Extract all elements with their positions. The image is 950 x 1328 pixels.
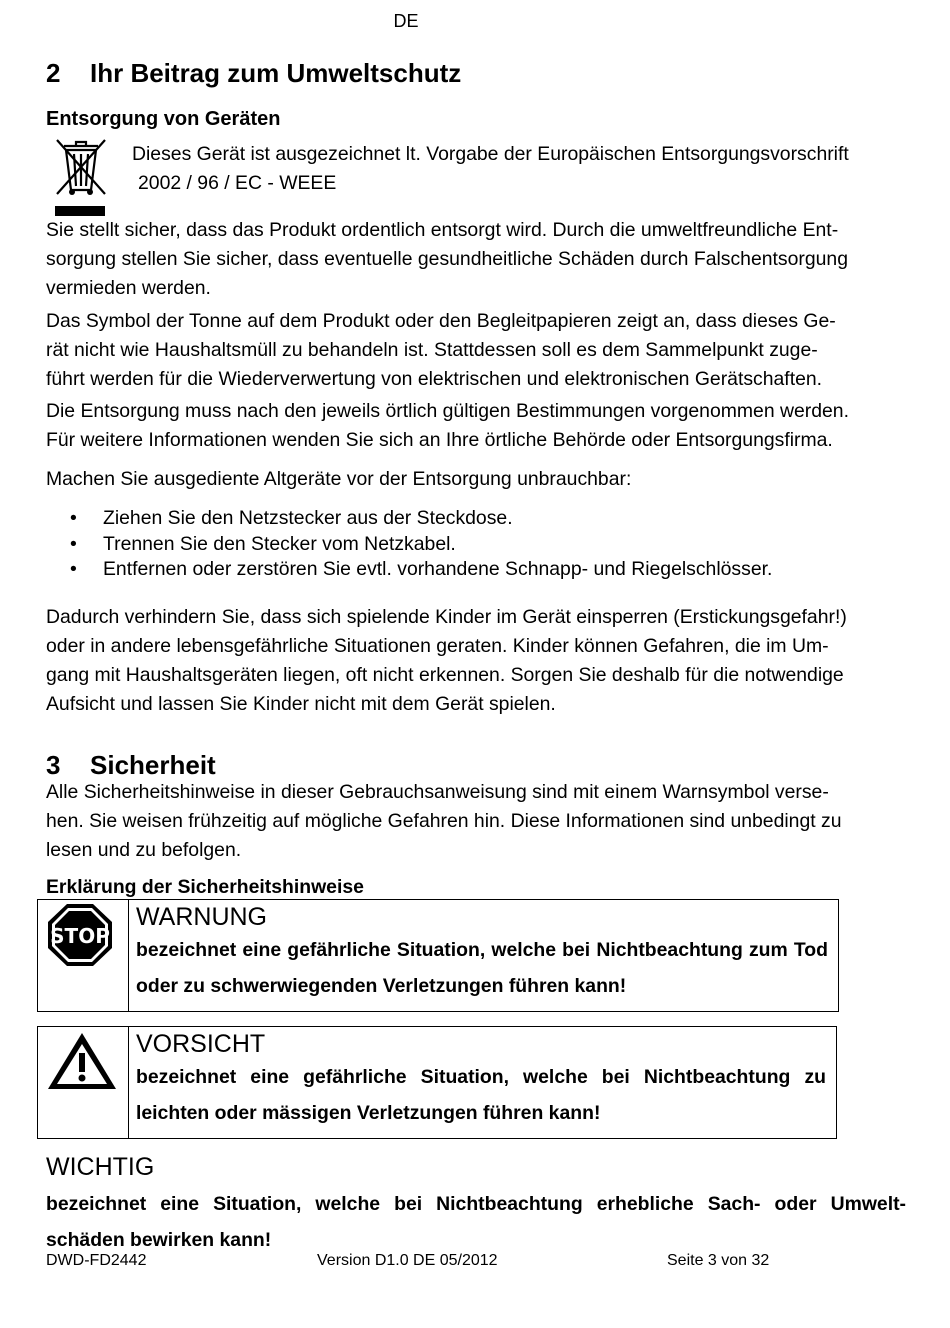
text-line: Aufsicht und lassen Sie Kinder nicht mit dem Gerät spielen. (46, 693, 556, 715)
text-line: hen. Sie weisen frühzeitig auf mögliche Gefahren hin. Diese Informationen sind unbedingt zu (46, 810, 842, 832)
section-number: 3 (46, 750, 61, 780)
paragraph-disposal-4: Machen Sie ausgediente Altgeräte vor der Entsorgung unbrauchbar: (46, 468, 632, 490)
warning-description: bezeichnet eine gefährliche Situation, welche bei Nichtbeachtung zum Tod oder zu schwerwiegenden Verletzungen führen kann! (136, 939, 828, 997)
paragraph-safety-intro (46, 778, 906, 865)
list-item (70, 506, 772, 532)
section-number: 2 (46, 58, 61, 88)
text-line: Dadurch verhindern Sie, dass sich spielende Kinder im Gerät einsperren (Erstickungsgefahr!) (46, 606, 847, 628)
important-description: bezeichnet eine Situation, welche bei Nichtbeachtung erhebliche Sach- oder Umwelt-schäden bewirken kann! (46, 1193, 906, 1251)
paragraph-disposal-3 (46, 397, 906, 455)
subheading-safety-notes: Erklärung der Sicherheitshinweise (46, 876, 364, 898)
bullet-icon: • (70, 532, 77, 555)
text-line: Für weitere Informationen wenden Sie sich an Ihre örtliche Behörde oder Entsorgungsfirma. (46, 429, 833, 451)
caution-text-area (136, 1027, 826, 1131)
caution-box (37, 1026, 837, 1139)
warning-triangle-icon (38, 1027, 128, 1107)
footer-model: DWD-FD2442 (46, 1252, 147, 1269)
warning-box (37, 899, 839, 1012)
text-line: Das Symbol der Tonne auf dem Produkt oder den Begleitpapieren zeigt an, dass dieses Ge- (46, 310, 836, 332)
text-line: lesen und zu befolgen. (46, 839, 242, 861)
paragraph-disposal-1 (46, 216, 906, 303)
section-2-heading (46, 58, 461, 89)
section-title: Ihr Beitrag zum Umweltschutz (90, 58, 462, 88)
text-line: gang mit Haushaltsgeräten liegen, oft nicht erkennen. Sorgen Sie deshalb für die notwendige (46, 664, 844, 686)
subheading-disposal: Entsorgung von Geräten (46, 108, 281, 130)
paragraph-disposal-2 (46, 307, 906, 394)
list-item (70, 532, 772, 558)
text-line: Die Entsorgung muss nach den jeweils örtlich gültigen Bestimmungen vorgenommen werden. (46, 400, 849, 422)
text-line: rät nicht wie Haushaltsmüll zu behandeln ist. Stattdessen soll es dem Sammelpunkt zuge- (46, 339, 818, 361)
list-item-text: Entfernen oder zerstören Sie evtl. vorhandene Schnapp- und Riegelschlösser. (103, 558, 773, 580)
weee-text-line2: 2002 / 96 / EC - WEEE (138, 172, 337, 194)
language-code: DE (393, 11, 419, 31)
warning-text-area (136, 900, 828, 1004)
caution-icon-cell (38, 1027, 129, 1138)
section-3-heading (46, 750, 216, 781)
weee-text-line1: Dieses Gerät ist ausgezeichnet lt. Vorgabe der Europäischen Entsorgungsvorschrift (132, 143, 849, 165)
text-line: oder in andere lebensgefährliche Situationen geraten. Kinder können Gefahren, die im Um- (46, 635, 829, 657)
important-title: WICHTIG (46, 1153, 155, 1181)
caution-description: bezeichnet eine gefährliche Situation, welche bei Nichtbeachtung zu leichten oder mässigen Verletzungen führen kann! (136, 1066, 826, 1124)
stop-sign-text: STOP (50, 924, 110, 948)
text-line: Alle Sicherheitshinweise in dieser Gebrauchsanweisung sind mit einem Warnsymbol verse- (46, 781, 829, 803)
weee-bin-icon (52, 136, 110, 220)
section-title: Sicherheit (90, 750, 216, 780)
bullet-list (70, 506, 772, 583)
footer-page-number: Seite 3 von 32 (667, 1252, 770, 1269)
stop-sign-icon (38, 900, 128, 980)
warning-title: WARNUNG (136, 903, 268, 931)
text-line: vermieden werden. (46, 277, 211, 299)
list-item-text: Ziehen Sie den Netzstecker aus der Steckdose. (103, 507, 513, 529)
bullet-icon: • (70, 507, 77, 529)
text-line: Sie stellt sicher, dass das Produkt ordentlich entsorgt wird. Durch die umweltfreundliche Ent- (46, 219, 839, 241)
bullet-icon: • (70, 558, 77, 580)
list-item (70, 557, 772, 583)
text-line: führt werden für die Wiederverwertung von elektrischen und elektronischen Gerätschaften. (46, 368, 823, 390)
paragraph-disposal-5 (46, 603, 906, 719)
caution-title: VORSICHT (136, 1030, 266, 1058)
footer-version: Version D1.0 DE 05/2012 (317, 1252, 498, 1269)
list-item-text: Trennen Sie den Stecker vom Netzkabel. (103, 532, 456, 555)
warning-icon-cell (38, 900, 129, 1011)
text-line: sorgung stellen Sie sicher, dass eventuelle gesundheitliche Schäden durch Falschentsorgung (46, 248, 848, 270)
